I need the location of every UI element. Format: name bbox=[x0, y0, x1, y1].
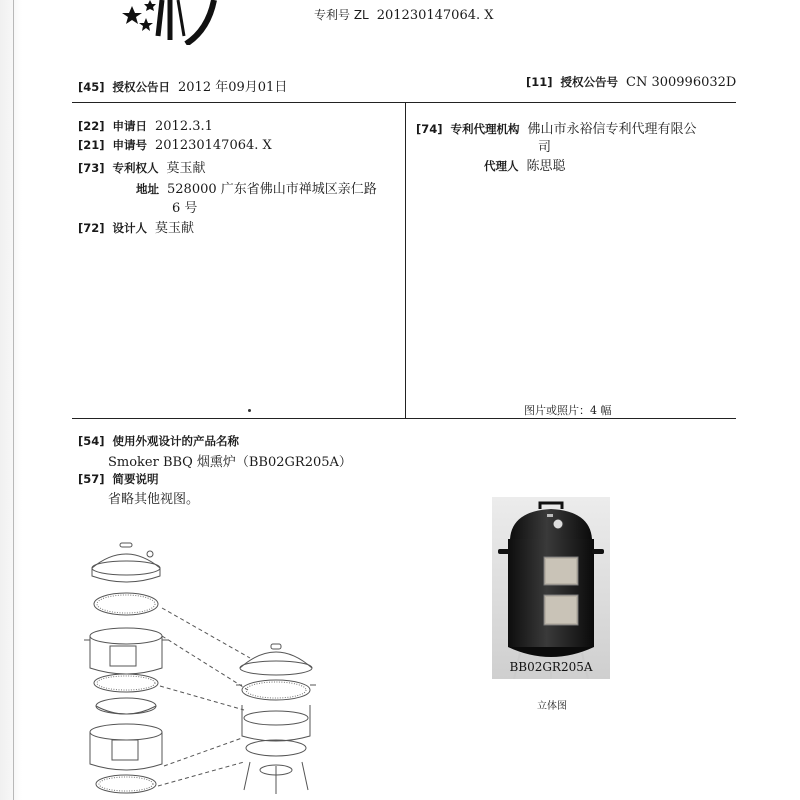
field-73-value: 莫玉献 bbox=[166, 161, 206, 176]
field-73-code: [73] bbox=[78, 161, 105, 175]
field-21-code: [21] bbox=[78, 138, 105, 152]
product-name-value: Smoker BBQ 烟熏炉（BB02GR205A） bbox=[108, 455, 352, 470]
field-73-label: 专利权人 bbox=[112, 161, 159, 175]
field-designer bbox=[78, 217, 194, 236]
agent-value: 陈思聪 bbox=[526, 159, 566, 174]
field-agency bbox=[416, 118, 697, 137]
announce-number-code: [11] bbox=[526, 75, 553, 89]
top-rule bbox=[72, 102, 736, 103]
field-72-value: 莫玉献 bbox=[155, 221, 195, 236]
field-74-value-line2: 司 bbox=[538, 140, 552, 155]
photo-caption: 立体图 bbox=[537, 701, 567, 712]
announce-date-row bbox=[78, 76, 287, 95]
emblem-logo bbox=[110, 0, 230, 45]
announce-date-code: [45] bbox=[78, 80, 105, 94]
field-74-code: [74] bbox=[416, 122, 443, 136]
scan-edge bbox=[0, 0, 22, 800]
field-21-value: 201230147064. X bbox=[155, 138, 272, 153]
announce-number-row bbox=[526, 74, 736, 90]
address-value-line2: 6 号 bbox=[172, 201, 198, 216]
agent-label: 代理人 bbox=[484, 159, 519, 173]
patent-number-label: 专利号 ZL bbox=[314, 8, 369, 22]
field-22-code: [22] bbox=[78, 119, 105, 133]
agency-line2-wrap bbox=[538, 136, 551, 155]
field-57-code: [57] bbox=[78, 472, 105, 486]
field-application-date bbox=[78, 118, 213, 134]
product-photo bbox=[492, 497, 610, 679]
header-patent-number bbox=[314, 6, 494, 23]
field-74-value-line1: 佛山市永裕信专利代理有限公 bbox=[527, 122, 697, 137]
announce-number-label: 授权公告号 bbox=[560, 75, 619, 89]
smoker-photo-illustration bbox=[492, 497, 610, 679]
pictures-count: 图片或照片：4 幅 bbox=[524, 404, 612, 417]
field-22-label: 申请日 bbox=[112, 119, 148, 133]
field-54-code: [54] bbox=[78, 434, 105, 448]
scan-fold-line bbox=[13, 0, 14, 800]
address-label: 地址 bbox=[136, 182, 159, 196]
address-value-line1: 528000 广东省佛山市禅城区亲仁路 bbox=[167, 182, 377, 197]
announce-number-value: CN 300996032D bbox=[626, 75, 737, 90]
scan-dot bbox=[248, 409, 251, 412]
field-address bbox=[136, 178, 377, 197]
bottom-rule bbox=[72, 418, 736, 419]
description-value: 省略其他视图。 bbox=[108, 492, 200, 507]
photo-model-label: BB02GR205A bbox=[509, 660, 593, 674]
field-agent bbox=[484, 155, 566, 174]
exploded-view-drawing bbox=[80, 540, 330, 800]
field-54-label: 使用外观设计的产品名称 bbox=[112, 434, 240, 448]
patent-number-value: 201230147064. X bbox=[376, 8, 494, 23]
field-72-code: [72] bbox=[78, 221, 105, 235]
field-brief-description bbox=[78, 471, 159, 487]
address-line2-wrap bbox=[172, 197, 197, 216]
field-74-label: 专利代理机构 bbox=[450, 122, 520, 136]
field-72-label: 设计人 bbox=[112, 221, 148, 235]
field-product-name bbox=[78, 433, 239, 449]
field-21-label: 申请号 bbox=[112, 138, 148, 152]
field-application-number bbox=[78, 137, 272, 153]
field-22-value: 2012.3.1 bbox=[155, 119, 213, 134]
column-divider bbox=[405, 102, 406, 418]
announce-date-value: 2012 年09月01日 bbox=[178, 80, 288, 95]
announce-date-label: 授权公告日 bbox=[112, 80, 171, 94]
field-57-label: 简要说明 bbox=[112, 472, 159, 486]
field-patentee bbox=[78, 157, 206, 176]
